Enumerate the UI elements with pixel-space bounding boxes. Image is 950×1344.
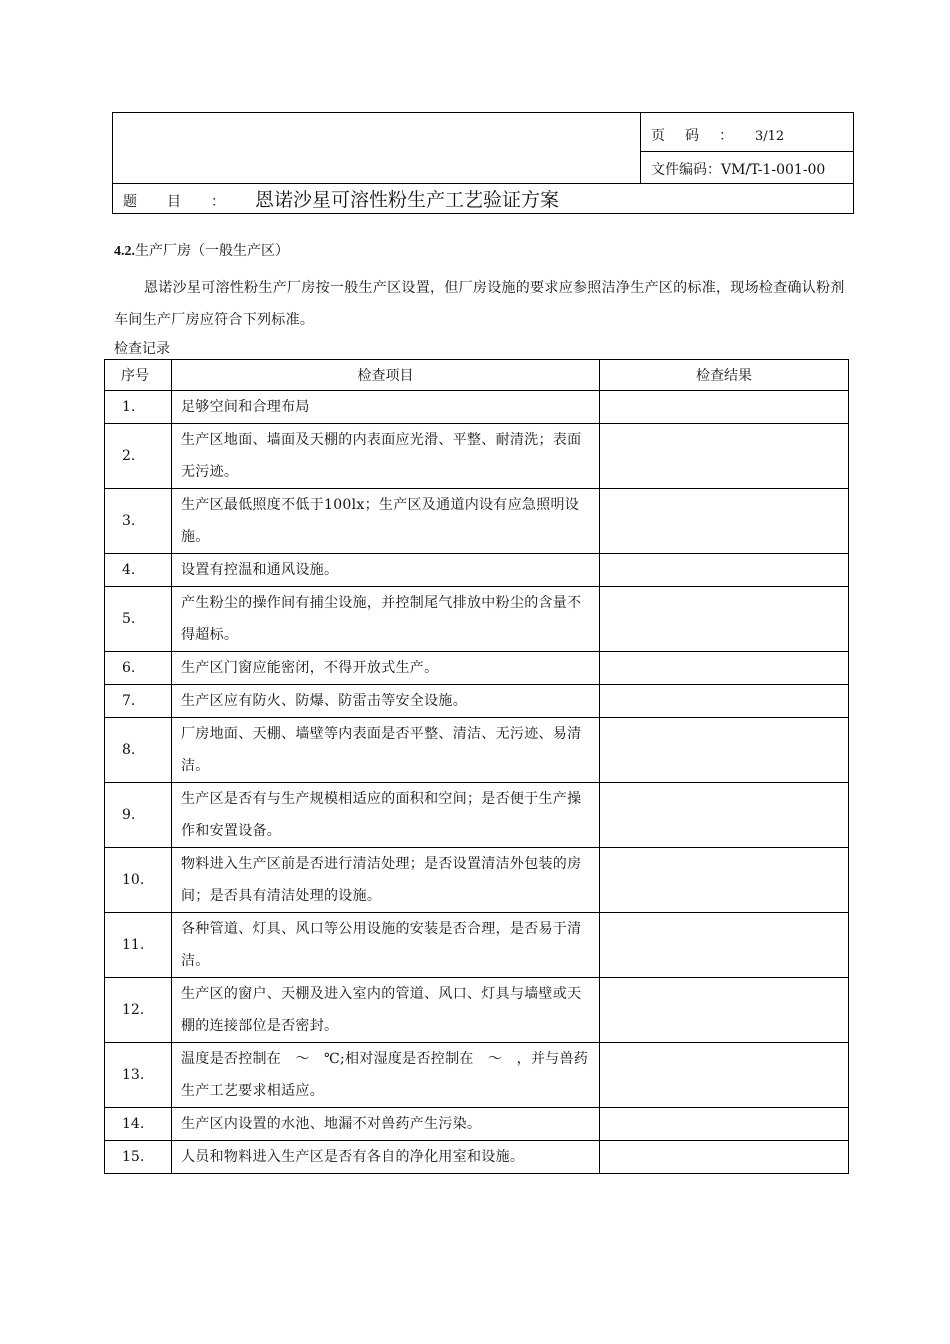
document-code-label: 文件编码： [651, 162, 721, 178]
page-number-value: 3/12 [755, 129, 785, 144]
row-number: 14. [105, 1108, 172, 1141]
inspection-item: 物料进入生产区前是否进行清洁处理；是否设置清洁外包装的房间；是否具有清洁处理的设施。 [172, 848, 600, 913]
header-divider-horizontal [113, 183, 853, 184]
section-heading [114, 240, 289, 260]
inspection-result-cell[interactable] [600, 1043, 849, 1108]
row-number: 4. [105, 554, 172, 587]
inspection-result-cell[interactable] [600, 1108, 849, 1141]
inspection-item: 生产区门窗应能密闭，不得开放式生产。 [172, 652, 600, 685]
row-number: 11. [105, 913, 172, 978]
row-number: 8. [105, 718, 172, 783]
inspection-table [104, 359, 849, 1174]
document-title-label: 题目： [123, 194, 255, 210]
table-row [105, 783, 849, 848]
column-header-item: 检查项目 [172, 360, 600, 391]
section-number: 4.2. [114, 244, 135, 259]
inspection-item: 产生粉尘的操作间有捕尘设施，并控制尾气排放中粉尘的含量不得超标。 [172, 587, 600, 652]
inspection-item: 生产区最低照度不低于100lx；生产区及通道内设有应急照明设施。 [172, 489, 600, 554]
document-title-value: 恩诺沙星可溶性粉生产工艺验证方案 [255, 189, 560, 211]
section-title: 生产厂房（一般生产区） [135, 243, 289, 259]
table-row [105, 848, 849, 913]
row-number: 7. [105, 685, 172, 718]
inspection-result-cell[interactable] [600, 424, 849, 489]
table-row [105, 1043, 849, 1108]
inspection-item: 生产区地面、墙面及天棚的内表面应光滑、平整、耐清洗；表面无污迹。 [172, 424, 600, 489]
document-title [123, 185, 559, 212]
inspection-item: 生产区的窗户、天棚及进入室内的管道、风口、灯具与墙壁或天棚的连接部位是否密封。 [172, 978, 600, 1043]
row-number: 3. [105, 489, 172, 554]
table-row [105, 489, 849, 554]
table-row [105, 718, 849, 783]
inspection-result-cell[interactable] [600, 783, 849, 848]
inspection-result-cell[interactable] [600, 652, 849, 685]
inspection-result-cell[interactable] [600, 391, 849, 424]
inspection-result-cell[interactable] [600, 848, 849, 913]
table-row [105, 554, 849, 587]
record-label: 检查记录 [114, 341, 170, 357]
inspection-result-cell[interactable] [600, 489, 849, 554]
row-number: 5. [105, 587, 172, 652]
row-number: 2. [105, 424, 172, 489]
inspection-item: 足够空间和合理布局 [172, 391, 600, 424]
table-row [105, 913, 849, 978]
row-number: 15. [105, 1141, 172, 1174]
document-code-value: VM/T-1-001-00 [721, 162, 826, 178]
inspection-result-cell[interactable] [600, 978, 849, 1043]
row-number: 1. [105, 391, 172, 424]
row-number: 13. [105, 1043, 172, 1108]
inspection-result-cell[interactable] [600, 587, 849, 652]
column-header-number: 序号 [105, 360, 172, 391]
row-number: 12. [105, 978, 172, 1043]
inspection-item: 厂房地面、天棚、墙壁等内表面是否平整、清洁、无污迹、易清洁。 [172, 718, 600, 783]
document-code [651, 159, 825, 179]
column-header-result: 检查结果 [600, 360, 849, 391]
header-divider-right [640, 151, 853, 152]
page-number-label: 页码： [651, 128, 753, 144]
inspection-item: 人员和物料进入生产区是否有各自的净化用室和设施。 [172, 1141, 600, 1174]
inspection-item: 生产区是否有与生产规模相适应的面积和空间；是否便于生产操作和安置设备。 [172, 783, 600, 848]
inspection-result-cell[interactable] [600, 913, 849, 978]
row-number: 9. [105, 783, 172, 848]
inspection-item: 设置有控温和通风设施。 [172, 554, 600, 587]
table-row [105, 587, 849, 652]
page-number [651, 125, 784, 145]
header-divider-vertical [640, 113, 641, 183]
inspection-item: 各种管道、灯具、风口等公用设施的安装是否合理，是否易于清洁。 [172, 913, 600, 978]
inspection-item: 生产区内设置的水池、地漏不对兽药产生污染。 [172, 1108, 600, 1141]
document-header [112, 112, 854, 214]
table-row [105, 1141, 849, 1174]
inspection-result-cell[interactable] [600, 1141, 849, 1174]
inspection-item: 温度是否控制在 ～ ℃;相对湿度是否控制在 ～ ，并与兽药生产工艺要求相适应。 [172, 1043, 600, 1108]
row-number: 6. [105, 652, 172, 685]
table-row [105, 685, 849, 718]
inspection-result-cell[interactable] [600, 554, 849, 587]
table-row [105, 652, 849, 685]
inspection-item: 生产区应有防火、防爆、防雷击等安全设施。 [172, 685, 600, 718]
table-row [105, 978, 849, 1043]
section-paragraph: 恩诺沙星可溶性粉生产厂房按一般生产区设置，但厂房设施的要求应参照洁净生产区的标准，现场检查确认粉剂车间生产厂房应符合下列标准。 [114, 280, 845, 328]
inspection-result-cell[interactable] [600, 685, 849, 718]
inspection-result-cell[interactable] [600, 718, 849, 783]
table-row [105, 1108, 849, 1141]
row-number: 10. [105, 848, 172, 913]
table-row [105, 391, 849, 424]
table-row [105, 424, 849, 489]
